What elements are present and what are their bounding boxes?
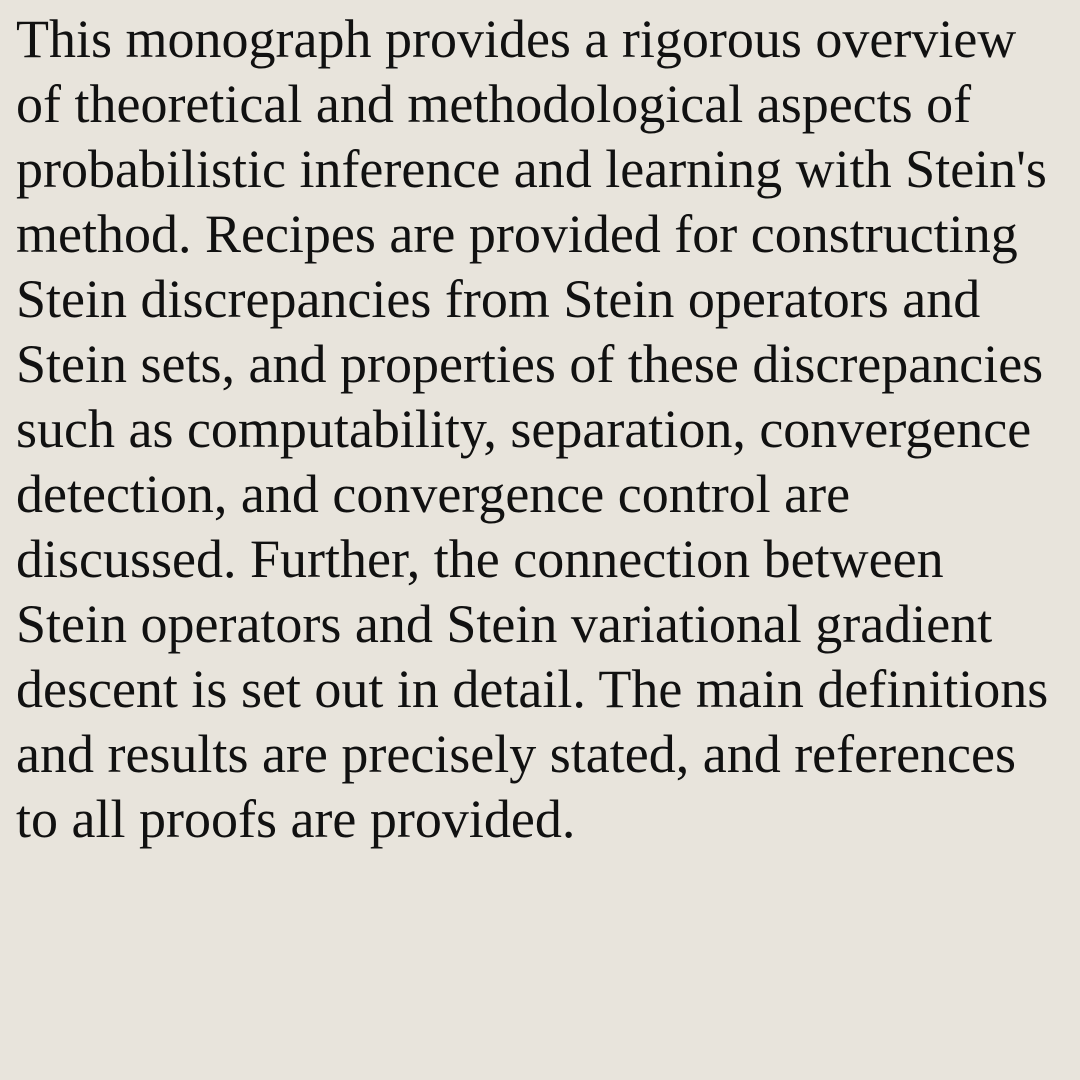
abstract-paragraph: This monograph provides a rigorous overview of theoretical and methodological aspects of probabilistic inference and learning with Stein's method. Recipes are provided for constructing Stein discrepancies from Stein operators and Stein sets, and properties of these discrepancies such as computability, separation, convergence detection, and convergence control are discussed. Further, the connection between Stein operators and Stein variational gradient descent is set out in detail. The main definitions and results are precisely stated, and references to all proofs are provided. xyxy=(16,9,1049,849)
